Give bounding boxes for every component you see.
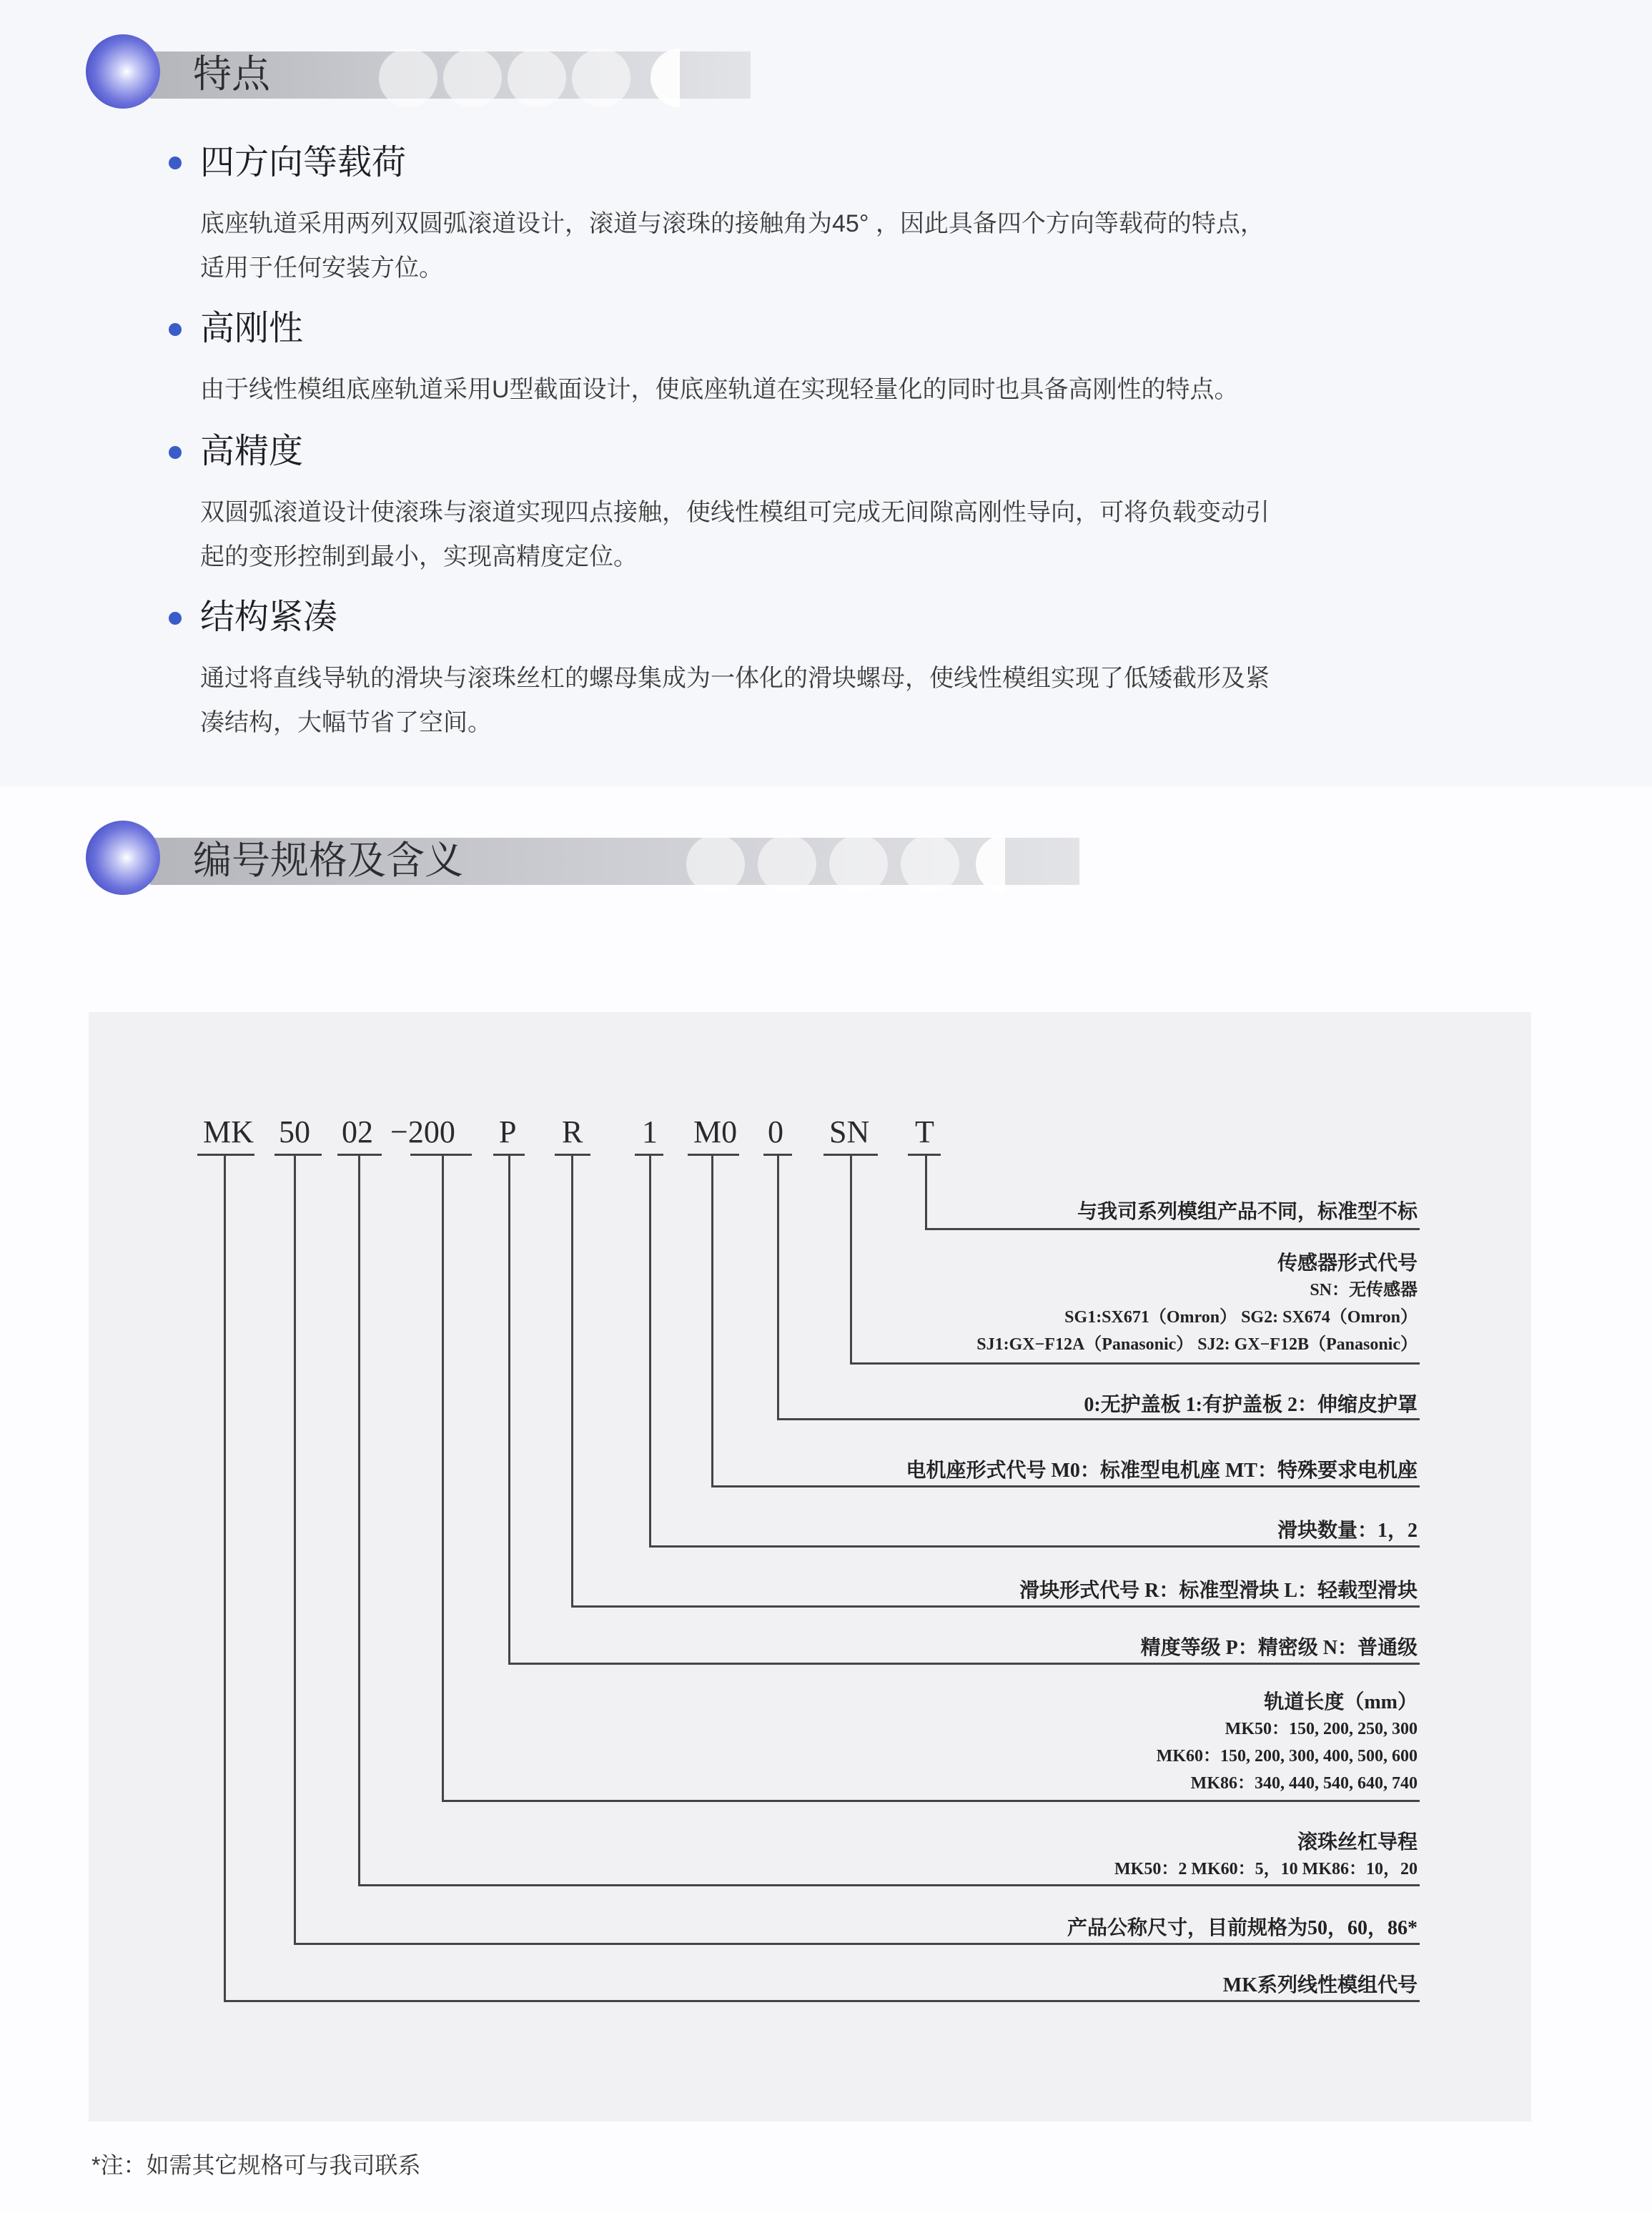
code-underline xyxy=(908,1154,941,1156)
bullet-icon xyxy=(169,612,182,625)
desc-main: MK系列线性模组代号 xyxy=(1222,1974,1418,1996)
code-part-length: −200 xyxy=(390,1114,455,1149)
leader-line xyxy=(777,1418,1420,1420)
code-part-size: 50 xyxy=(279,1114,310,1149)
desc-type xyxy=(1077,1199,1418,1225)
leader-line xyxy=(649,1545,1420,1548)
decor-circle xyxy=(572,49,630,107)
leader-line xyxy=(224,1155,226,2001)
desc-ball-screw-lead xyxy=(1114,1830,1418,1883)
feature-line: 由于线性模组底座轨道采用U型截面设计，使底座轨道在实现轻量化的同时也具备高刚性的特点。 xyxy=(200,376,1239,403)
leader-line xyxy=(850,1155,852,1364)
leader-line xyxy=(224,2000,1420,2002)
desc-main: 0:无护盖板 1:有护盖板 2：伸缩皮护罩 xyxy=(1084,1394,1418,1416)
leader-line xyxy=(358,1884,1420,1886)
code-underline xyxy=(688,1154,739,1156)
feature-description xyxy=(200,490,1430,579)
code-diagram-panel xyxy=(89,1012,1531,2122)
desc-sub: SG1:SX671（Omron） SG2: SX674（Omron） xyxy=(1064,1308,1418,1327)
desc-main: 滚珠丝杠导程 xyxy=(1297,1831,1418,1853)
desc-sub: SJ1:GX−F12A（Panasonic） SJ2: GX−F12B（Panasonic） xyxy=(976,1335,1418,1354)
desc-main: 电机座形式代号 M0：标准型电机座 MT：特殊要求电机座 xyxy=(906,1460,1418,1482)
leader-line xyxy=(294,1155,296,1944)
leader-line xyxy=(777,1155,779,1420)
code-part-type: T xyxy=(915,1114,934,1149)
bullet-icon xyxy=(169,446,182,459)
leader-line xyxy=(442,1800,1420,1802)
leader-line xyxy=(571,1605,1420,1608)
leader-line xyxy=(711,1485,1420,1487)
desc-sub: MK50：2 MK60：5，10 MK86：10，20 xyxy=(1114,1860,1418,1878)
code-part-sensor: SN xyxy=(829,1114,870,1149)
feature-title: 高刚性 xyxy=(200,310,304,347)
leader-line xyxy=(850,1362,1420,1365)
feature-title: 高精度 xyxy=(200,432,304,470)
bullet-icon xyxy=(169,323,182,336)
leader-line xyxy=(508,1155,510,1664)
desc-main: 产品公称尺寸，目前规格为50，60，86* xyxy=(1067,1917,1418,1939)
leader-line xyxy=(571,1155,573,1607)
blue-ball-icon xyxy=(86,34,160,109)
desc-rail-length xyxy=(1157,1690,1418,1797)
feature-title: 四方向等载荷 xyxy=(200,144,407,182)
decor-circle xyxy=(901,835,959,893)
decor-circle xyxy=(508,49,566,107)
decor-circle xyxy=(829,835,888,893)
code-part-motor-seat: M0 xyxy=(693,1114,738,1149)
desc-slider-count xyxy=(1277,1518,1418,1544)
leader-line xyxy=(649,1155,651,1547)
desc-main: 滑块形式代号 R：标准型滑块 L：轻载型滑块 xyxy=(1019,1580,1418,1602)
code-part-accuracy: P xyxy=(499,1114,517,1149)
feature-line: 底座轨道采用两列双圆弧滚道设计，滚道与滚珠的接触角为45° ，因此具备四个方向等载荷的特点， xyxy=(200,210,1265,237)
feature-line: 适用于任何安装方位。 xyxy=(200,254,443,282)
code-underline xyxy=(197,1154,254,1156)
desc-sub: MK60：150, 200, 300, 400, 500, 600 xyxy=(1156,1747,1418,1766)
desc-accuracy xyxy=(1141,1635,1418,1661)
feature-title: 结构紧凑 xyxy=(200,598,338,636)
desc-main: 与我司系列模组产品不同，标准型不标 xyxy=(1077,1201,1418,1223)
leader-line xyxy=(294,1943,1420,1945)
code-part-lead: 02 xyxy=(342,1114,373,1149)
desc-slider-type xyxy=(1019,1578,1418,1604)
code-part-mk: MK xyxy=(203,1114,254,1149)
leader-line xyxy=(508,1663,1420,1665)
decor-circle xyxy=(443,49,502,107)
desc-sub: MK86：340, 440, 540, 640, 740 xyxy=(1190,1774,1418,1793)
leader-line xyxy=(925,1228,1420,1230)
code-title: 编号规格及含义 xyxy=(193,839,463,882)
code-underline xyxy=(274,1154,322,1156)
desc-main: 滑块数量：1，2 xyxy=(1277,1520,1418,1542)
feature-description xyxy=(200,367,1430,412)
decor-circle xyxy=(686,835,745,893)
code-part-slider-type: R xyxy=(562,1114,583,1149)
desc-sub: MK50：150, 200, 250, 300 xyxy=(1225,1720,1418,1738)
desc-cover xyxy=(1084,1392,1418,1418)
feature-description xyxy=(200,656,1430,745)
features-title: 特点 xyxy=(193,53,270,96)
leader-line xyxy=(358,1155,360,1886)
feature-description xyxy=(200,202,1430,290)
footnote: *注：如需其它规格可与我司联系 xyxy=(91,2152,421,2178)
blue-ball-icon xyxy=(86,821,160,895)
desc-main: 传感器形式代号 xyxy=(1277,1252,1418,1274)
desc-nominal-size xyxy=(1067,1916,1418,1941)
decor-circle xyxy=(379,49,437,107)
desc-sub: SN：无传感器 xyxy=(1310,1281,1418,1299)
decor-circle xyxy=(758,835,816,893)
desc-motor-seat xyxy=(906,1458,1418,1484)
leader-line xyxy=(711,1155,713,1487)
desc-sensor xyxy=(976,1251,1418,1358)
feature-line: 通过将直线导轨的滑块与滚珠丝杠的螺母集成为一体化的滑块螺母，使线性模组实现了低矮截形及紧 xyxy=(200,665,1270,692)
feature-line: 起的变形控制到最小，实现高精度定位。 xyxy=(200,543,638,570)
bullet-icon xyxy=(169,157,182,169)
feature-line: 凑结构，大幅节省了空间。 xyxy=(200,709,492,736)
leader-line xyxy=(925,1155,927,1229)
leader-line xyxy=(442,1155,444,1801)
desc-main: 精度等级 P：精密级 N：普通级 xyxy=(1140,1637,1418,1659)
code-underline xyxy=(410,1154,472,1156)
desc-series-code xyxy=(1223,1973,1418,1999)
desc-main: 轨道长度（mm） xyxy=(1264,1691,1418,1713)
code-part-cover: 0 xyxy=(768,1114,783,1149)
code-part-slider-count: 1 xyxy=(642,1114,658,1149)
feature-line: 双圆弧滚道设计使滚珠与滚道实现四点接触，使线性模组可完成无间隙高刚性导向，可将负载变动引 xyxy=(200,499,1270,526)
